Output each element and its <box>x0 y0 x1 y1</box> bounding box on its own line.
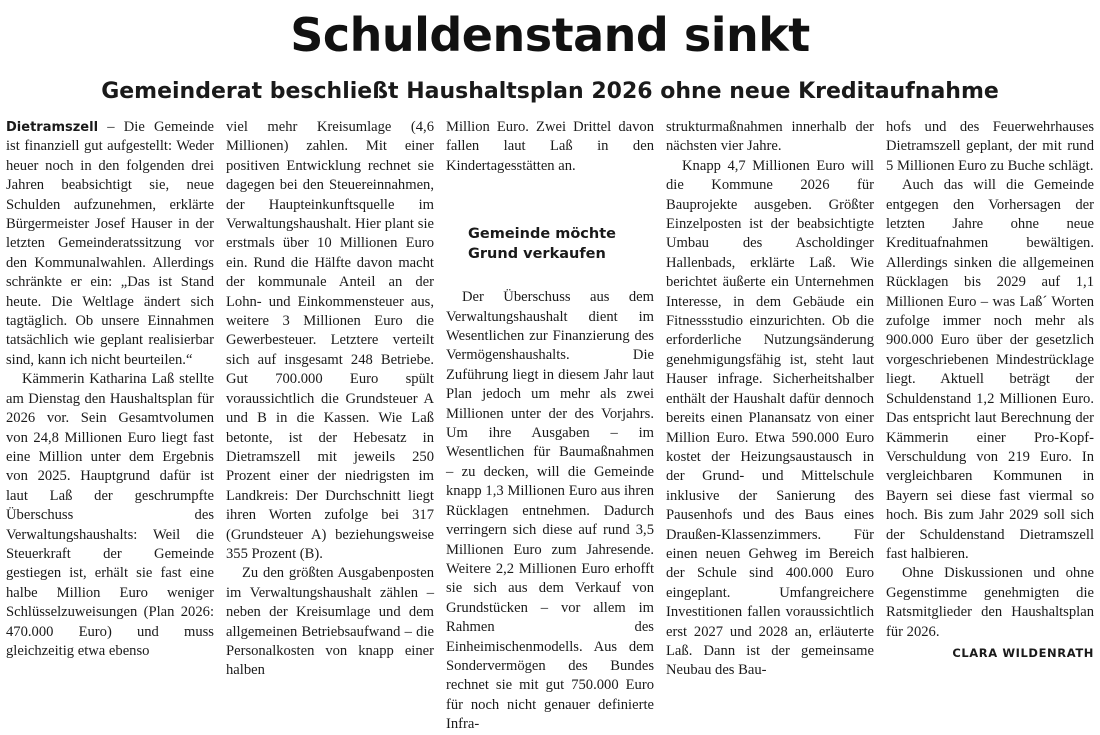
subheadline: Gemeinderat beschließt Haushaltsplan 2026 ohne neue Kreditaufnahme <box>101 79 999 104</box>
paragraph: hofs und des Feuerwehrhauses Dietramszell geplant, der mit rund 5 Millionen Euro zu Buche schlägt. <box>886 119 1094 174</box>
paragraph <box>6 118 214 370</box>
paragraph: viel mehr Kreisumlage (4,6 Millionen) zahlen. Mit einer positiven Entwicklung rechnet sie dagegen bei den Steuereinnahmen, der Haupteinkunftsquelle im Verwaltungshaushalt. Hier plant sie erstmals über 10 Millionen Euro ein. Rund die Hälfte davon macht der kommunale Anteil an der Lohn- und Einkommensteuer aus, weitere 3 Millionen Euro die Gewerbesteuer. Letztere verteilt sich auf insgesamt 248 Betriebe. Gut 700.000 Euro spült voraussichtlich die Grundsteuer A und B in die Kassen. Wie Laß betonte, ist der Hebesatz in Dietramszell mit jeweils 250 Prozent einer der niedrigsten im Landkreis: Der Durchschnitt liegt ihren Worten zufolge bei 317 (Grundsteuer A) beziehungsweise 355 Prozent (B). <box>226 119 434 562</box>
paragraph: Auch das will die Gemeinde entgegen den Vorhersagen der letzten Jahre ohne neue Kredituafnahmen bewältigen. Allerdings sinken die allgemeinen Rücklagen bis 2029 auf 1,1 Millionen Euro – was Laß´ Worten zufolge immer noch mehr als 900.000 Euro über der gesetzlich vorgeschriebenen Mindestrücklage liegt. Aktuell beträgt der Schuldenstand 1,2 Millionen Euro. Das entspricht laut Berechnung der Kämmerin einer Pro-Kopf-Verschuldung von 219 Euro. In vergleichbaren Kommunen in Bayern sei diese fast viermal so hoch. Bis zum Jahr 2029 soll sich der Schuldenstand Dietramszell fast halbieren. <box>886 177 1094 562</box>
paragraph: Zu den größten Ausgabenposten im Verwaltungshaushalt zählen – neben der Kreisumlage und dem allgemeinen Betriebsaufwand – die Personalkosten von knapp einer halben <box>226 565 434 679</box>
author-byline: CLARA WILDENRATH <box>952 645 1094 660</box>
paragraph: Million Euro. Zwei Drittel davon fallen laut Laß in den Kindertagesstätten an. <box>446 119 654 174</box>
paragraph: strukturmaßnahmen innerhalb der nächsten vier Jahre. <box>666 119 874 155</box>
paragraph: Der Überschuss aus dem Verwaltungshaushalt dient im Wesentlichen zur Finanzierung des Vermögenshaushalts. Die Zuführung liegt in diesem Jahr laut Plan jedoch um mehr als zwei Millionen unter der des Vorjahrs. Um ihre Ausgaben – im Wesentlichen für Baumaßnahmen – zu decken, will die Gemeinde knapp 1,3 Millionen Euro aus ihren Rücklagen entnehmen. Dadurch verringern sich diese auf rund 3,5 Millionen Euro zum Jahresende. Weitere 2,2 Millionen Euro erhofft sie sich aus dem Verkauf von Grundstücken – vor allem im Rahmen des Einheimischenmodells. Aus dem Sondervermögen des Bundes rechnet sie mit gut 750.000 Euro für noch nicht genauer definierte Infra- <box>446 289 654 733</box>
article-column-5 <box>886 118 1094 663</box>
article-column-3 <box>446 118 654 733</box>
paragraph-text: – Die Gemeinde ist finanziell gut aufgestellt: Weder heuer noch in den folgenden drei Jahren beabsichtigt sie, neue Schulden aufzunehmen, erklärte Bürgermeister Josef Hauser in der letzten Gemeinderatssitzung vor den Kommunalwahlen. Allerdings schränkte er ein: „Das ist Stand heute. Die Weltlage ändert sich tagtäglich. Ob unsere Einnahmen tatsächlich wie geplant realisierbar sind, kann ich nicht beurteilen.“ <box>6 119 214 368</box>
article-column-1 <box>6 118 214 663</box>
headline: Schuldenstand sinkt <box>290 8 810 62</box>
article-column-4 <box>666 118 874 679</box>
crosshead: Gemeinde möchte Grund verkaufen <box>468 226 616 263</box>
paragraph: Knapp 4,7 Millionen Euro will die Kommune 2026 für Bauprojekte ausgeben. Größter Einzelposten ist der beabsichtigte Umbau des Ascholdinger Hallenbads, erklärte Laß. Wie berichtet äußerte ein Unternehmen Interesse, in dem Gebäude ein Fitnessstudio einzurichten. Ob die erforderliche Nutzungsänderung genehmigungsfähig ist, steht laut Hauser infrage. Sicherheitshalber enthält der Haushalt dafür dennoch bereits einen Planansatz von einer Million Euro. Etwa 590.000 Euro kostet der Heizungsaustausch in der Grund- und Mittelschule inklusive der Sanierung des Pausenhofs und des Baus eines Draußen-Klassenzimmers. Für einen neuen Gehweg im Bereich der Schule sind 400.000 Euro eingeplant. Umfangreichere Investitionen fallen voraussichtlich erst 2027 und 2028 an, erläuterte Laß. Dann ist der gemeinsame Neubau des Bau- <box>666 157 874 679</box>
paragraph: Ohne Diskussionen und ohne Gegenstimme genehmigten die Ratsmitglieder den Haushaltsplan für 2026. <box>886 565 1094 640</box>
paragraph: Kämmerin Katharina Laß stellte am Dienstag den Haushaltsplan für 2026 vor. Sein Gesamtvolumen von 24,8 Millionen Euro liegt fast eine Million unter dem Ergebnis von 2025. Hauptgrund dafür ist laut Laß der geschrumpfte Überschuss des Verwaltungshaushalts: Weil die Steuerkraft der Gemeinde gestiegen ist, erhält sie fast eine halbe Million Euro weniger Schlüsselzuweisungen (Plan 2026: 470.000 Euro) und muss gleichzeitig etwa ebenso <box>6 371 214 659</box>
article-column-2 <box>226 118 434 679</box>
dateline: Dietramszell <box>6 120 99 135</box>
